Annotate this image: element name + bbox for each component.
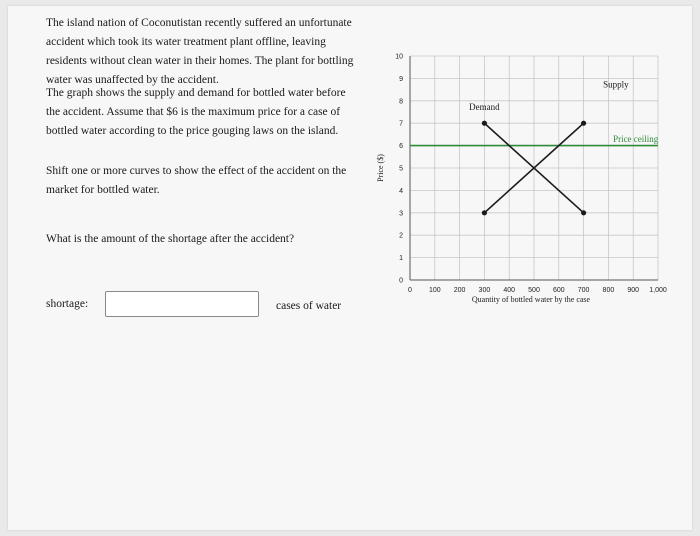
supply-label: Supply xyxy=(603,79,629,90)
x-tick-label: 600 xyxy=(552,287,565,294)
x-tick-label: 800 xyxy=(602,287,615,294)
y-tick-label: 1 xyxy=(399,255,403,263)
question-graph-description: The graph shows the supply and demand for bottled water before the accident. Assume that $6 is the maximum price for a case of bottled water according to the price gouging laws on the island. xyxy=(46,87,346,137)
price-ceiling-label: Price ceiling xyxy=(613,134,659,145)
x-tick-label: 100 xyxy=(428,287,441,294)
shortage-label: shortage: xyxy=(46,298,89,310)
y-axis-title: Price ($) xyxy=(376,154,385,182)
supply-point xyxy=(482,210,487,215)
demand-label: Demand xyxy=(469,101,500,112)
x-tick-label: 400 xyxy=(503,287,516,294)
x-tick-label: 900 xyxy=(627,287,640,294)
x-axis-title: Quantity of bottled water by the case xyxy=(471,295,591,304)
y-tick-label: 3 xyxy=(399,210,403,218)
y-tick-label: 0 xyxy=(399,277,403,285)
y-tick-label: 2 xyxy=(399,232,403,240)
y-tick-label: 10 xyxy=(395,53,403,61)
question-prompt: What is the amount of the shortage after the accident? xyxy=(46,233,295,245)
supply-point xyxy=(581,121,586,126)
x-tick-label: 200 xyxy=(453,287,466,294)
x-tick-label: 700 xyxy=(577,287,590,294)
x-tick-label: 0 xyxy=(408,287,412,294)
demand-point xyxy=(482,121,487,126)
shortage-unit-label: cases of water xyxy=(276,300,342,312)
demand-point xyxy=(581,210,586,215)
x-tick-label: 1,000 xyxy=(649,287,667,294)
x-tick-label: 300 xyxy=(478,287,491,294)
question-intro: The island nation of Coconutistan recently suffered an unfortunate accident which took its water treatment plant offline, leaving residents without clean water in their homes. The plant for bottling water was unaffected by the accident. xyxy=(46,17,354,86)
y-tick-label: 6 xyxy=(399,143,403,151)
y-tick-label: 4 xyxy=(399,187,403,195)
y-tick-label: 5 xyxy=(399,165,403,173)
y-tick-label: 7 xyxy=(399,120,403,128)
x-tick-label: 500 xyxy=(528,287,540,294)
y-tick-label: 9 xyxy=(399,75,403,83)
question-instruction: Shift one or more curves to show the effect of the accident on the market for bottled water. xyxy=(46,165,347,196)
y-tick-label: 8 xyxy=(399,98,403,106)
